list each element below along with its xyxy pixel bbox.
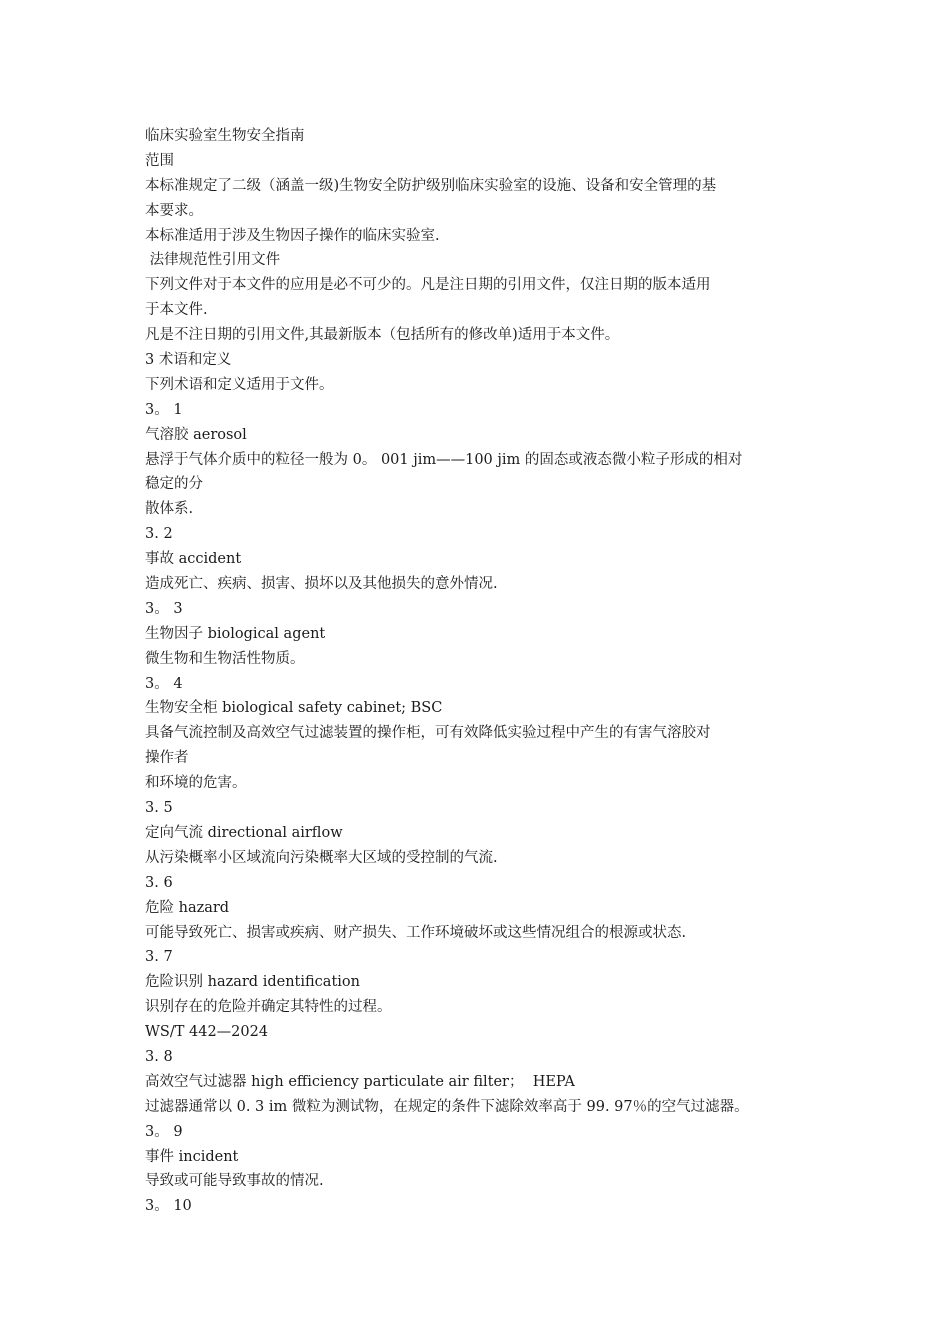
term-name: 气溶胶 aerosol — [145, 426, 247, 443]
term-number: 3。 10 — [145, 1198, 192, 1215]
term-definition: 散体系. — [145, 501, 194, 518]
term-name: 生物安全柜 biological safety cabinet; BSC — [145, 700, 443, 717]
paragraph-line: 本标准规定了二级（涵盖一级)生物安全防护级别临床实验室的设施、设备和安全管理的基 — [145, 177, 717, 194]
term-definition: 可能导致死亡、损害或疾病、财产损失、工作环境破坏或这些情况组合的根源或状态. — [145, 924, 687, 941]
term-name: 高效空气过滤器 high efficiency particulate air filter； HEPA — [145, 1073, 575, 1090]
term-number: 3. 6 — [145, 874, 173, 891]
term-definition: 稳定的分 — [145, 476, 203, 493]
term-number: 3. 7 — [145, 949, 173, 966]
term-name: 事故 accident — [145, 551, 242, 568]
paragraph-line: 本要求。 — [145, 202, 203, 219]
paragraph-line: 凡是不注日期的引用文件,其最新版本（包括所有的修改单)适用于本文件。 — [145, 327, 620, 344]
term-number: 3。 3 — [145, 600, 183, 617]
term-name: 事件 incident — [145, 1148, 239, 1165]
document-body — [145, 124, 815, 1219]
term-number: 3。 1 — [145, 401, 183, 418]
term-definition: 造成死亡、疾病、损害、损坏以及其他损失的意外情况. — [145, 576, 498, 593]
section-heading-terms: 3 术语和定义 — [145, 352, 232, 369]
term-name: 生物因子 biological agent — [145, 625, 326, 642]
standard-code: WS/T 442—2024 — [145, 1024, 269, 1041]
paragraph-line: 于本文件. — [145, 302, 208, 319]
term-definition: 具备气流控制及高效空气过滤装置的操作柜，可有效降低实验过程中产生的有害气溶胶对 — [145, 725, 711, 742]
term-number: 3。 4 — [145, 675, 183, 692]
document-title: 临床实验室生物安全指南 — [145, 128, 305, 144]
term-name: 危险 hazard — [145, 899, 230, 916]
section-heading-references: 法律规范性引用文件 — [145, 252, 281, 269]
term-definition: 悬浮于气体介质中的粒径一般为 0。 001 jim——100 jim 的固态或液态微小粒子形成的相对 — [145, 451, 743, 468]
term-name: 危险识别 hazard identification — [145, 974, 360, 991]
term-definition: 导致或可能导致事故的情况. — [145, 1173, 324, 1190]
term-definition: 从污染概率小区域流向污染概率大区域的受控制的气流. — [145, 849, 498, 866]
term-definition: 识别存在的危险并确定其特性的过程。 — [145, 999, 392, 1016]
section-heading-scope: 范围 — [145, 152, 174, 169]
term-number: 3. 5 — [145, 800, 173, 817]
term-number: 3. 2 — [145, 526, 173, 543]
term-number: 3。 9 — [145, 1123, 183, 1140]
term-definition: 和环境的危害。 — [145, 775, 247, 792]
paragraph-line: 本标准适用于涉及生物因子操作的临床实验室. — [145, 227, 440, 244]
term-definition: 微生物和生物活性物质。 — [145, 650, 305, 667]
paragraph-line: 下列文件对于本文件的应用是必不可少的。凡是注日期的引用文件，仅注日期的版本适用 — [145, 277, 711, 294]
paragraph-line: 下列术语和定义适用于文件。 — [145, 376, 334, 393]
term-number: 3. 8 — [145, 1048, 173, 1065]
term-definition: 过滤器通常以 0. 3 im 微粒为测试物，在规定的条件下滤除效率高于 99. 97％的空气过滤器。 — [145, 1098, 749, 1115]
term-name: 定向气流 directional airflow — [145, 824, 343, 841]
term-definition: 操作者 — [145, 750, 189, 767]
